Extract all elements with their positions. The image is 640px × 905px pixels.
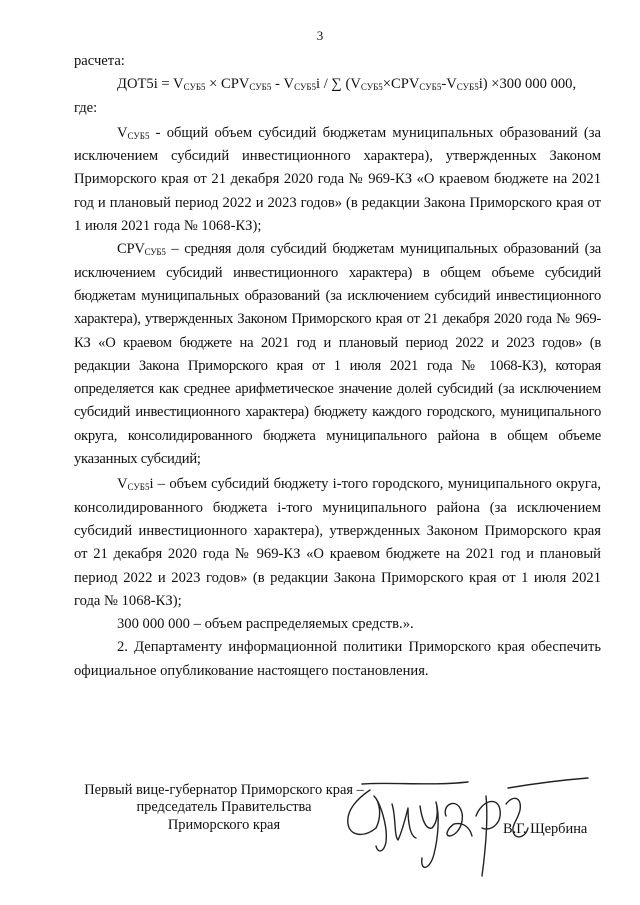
formula-part: × CPV [205,76,250,93]
definition-symbol: V [117,124,128,141]
formula-part: i / ∑ (V [316,76,361,93]
formula-subscript: СУБ5 [419,82,442,93]
definition-symbol: CPV [117,241,145,258]
formula-subscript: СУБ5 [360,82,383,93]
formula-lead: расчета: [74,53,125,69]
formula-subscript: СУБ5 [456,82,479,93]
item-2-paragraph: 2. Департаменту информационной политики Приморского края обеспечить официальное опубликование настоящего постановления. [74,639,601,679]
formula-part: - V [271,76,295,93]
document-body [74,50,601,683]
formula-subscript: СУБ5 [294,82,316,93]
formula-subscript: СУБ5 [183,82,206,93]
signature-block [74,782,614,892]
signatory-name: В.Г. Щербина [503,821,588,837]
signatory-title-line-2: председатель Правительства [136,799,312,816]
definition-v-sub5 [74,122,601,238]
signatory-title-line-3: Приморского края [167,816,281,833]
definition-subscript: СУБ5 [127,482,150,493]
definition-amount: 300 000 000 – объем распределяемых средств.». [117,616,414,633]
formula-part: i) ×300 000 000, [478,76,577,93]
definition-v-sub5-i [74,473,601,613]
definition-cpv-sub5 [74,238,601,471]
definition-subscript: СУБ5 [127,130,150,141]
definition-text: i – объем субсидий бюджету i-того городского, муниципального округа, консолидированного бюджета i-того муниципального района (за исключением субсидий инвестиционного характера), утвержденных Законом Приморского края от 21 декабря 2020 года № 969-КЗ «О краевом бюджете на 2021 год и плановый период 2022 и 2023 годов» (в редакции Закона Приморского края от 1 июля 2021 года № 1068-КЗ); [74,476,601,609]
formula-part: -V [441,76,457,93]
formula-subscript: СУБ5 [249,82,272,93]
formula-part: ×CPV [382,76,420,93]
formula-part: ДОТ5i = V [117,76,184,93]
formula-line [74,73,601,96]
page-number: 3 [316,28,324,43]
definition-subscript: СУБ5 [144,247,166,258]
definition-text: - общий объем субсидий бюджетам муниципальных образований (за исключением субсидий инвестиционного характера), утвержденных Законом Приморского края от 21 декабря 2020 года № 969-КЗ «О краевом бюджете на 2021 год и плановый период 2022 и 2023 годов» (в редакции Закона Приморского края от 1 июля 2021 года № 1068-КЗ); [74,124,601,235]
definition-symbol: V [117,476,128,493]
definition-text: – средняя доля субсидий бюджетам муниципальных образований (за исключением субсидий инвестиционного характера) в общем объеме субсидий бюджетам муниципальных образований (за исключением субсидий инвестиционного характера), утвержденных Законом Приморского края от 21 декабря 2020 года № 969-КЗ «О краевом бюджете на 2021 год и плановый период 2022 и 2023 годов» (в редакции Закона Приморского края от 1 июля 2021 года № 1068-КЗ), которая определяется как среднее арифметическое значение долей субсидий (за исключением субсидий инвестиционного характера) бюджету каждого городского, муниципального округа, консолидированного бюджета муниципального района в общем объеме указанных субсидий; [74,241,601,468]
formula-where: где: [74,99,98,116]
signatory-title-line-1: Первый вице-губернатор Приморского края – [84,782,364,798]
signatory-title [74,782,374,834]
